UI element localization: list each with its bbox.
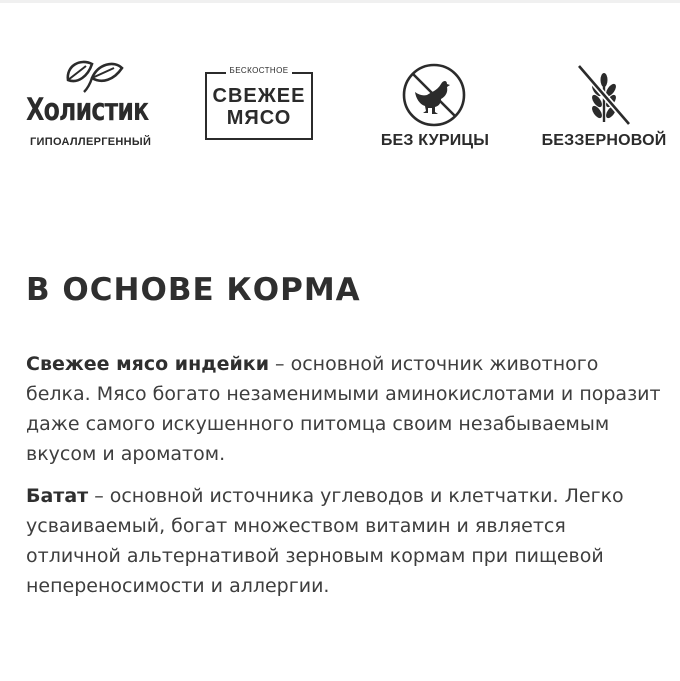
section-title: В ОСНОВЕ КОРМА — [26, 272, 361, 308]
badge-grain-free — [534, 62, 674, 158]
badge-no-chicken — [374, 62, 496, 158]
fresh-meat-line2: МЯСО — [226, 107, 292, 129]
top-divider — [0, 0, 680, 3]
holistic-brand: Холистик — [26, 92, 149, 128]
paragraph-sweet-potato-lead: Батат — [26, 485, 89, 507]
paragraph-sweet-potato — [26, 481, 666, 601]
no-grain-icon — [571, 62, 637, 128]
paragraph-sweet-potato-text: – основной источника углеводов и клетчатки. Легко усваиваемый, богат множеством витамин и является отличной альтернативой зерновым кормам при пищевой непереносимости и аллергии. — [26, 485, 624, 597]
paragraph-turkey-text: – основной источник животного белка. Мясо богато незаменимыми аминокислотами и поразит даже самого искушенного питомца своим незабываемым вкусом и ароматом. — [26, 353, 661, 465]
paragraph-turkey-lead: Свежее мясо индейки — [26, 353, 270, 375]
badge-holistic — [26, 54, 166, 158]
paragraph-turkey — [26, 349, 666, 469]
fresh-meat-line1: СВЕЖЕЕ — [212, 85, 306, 107]
holistic-subtitle: ГИПОАЛЛЕРГЕННЫЙ — [30, 136, 152, 148]
no-chicken-label: БЕЗ КУРИЦЫ — [380, 132, 490, 149]
feature-badges — [0, 50, 680, 160]
no-chicken-icon — [401, 62, 467, 128]
grain-free-label: БЕЗЗЕРНОВОЙ — [541, 132, 667, 149]
badge-fresh-meat — [205, 66, 313, 140]
fresh-meat-top: БЕСКОСТНОЕ — [226, 66, 293, 75]
leaf-icon — [62, 54, 126, 94]
